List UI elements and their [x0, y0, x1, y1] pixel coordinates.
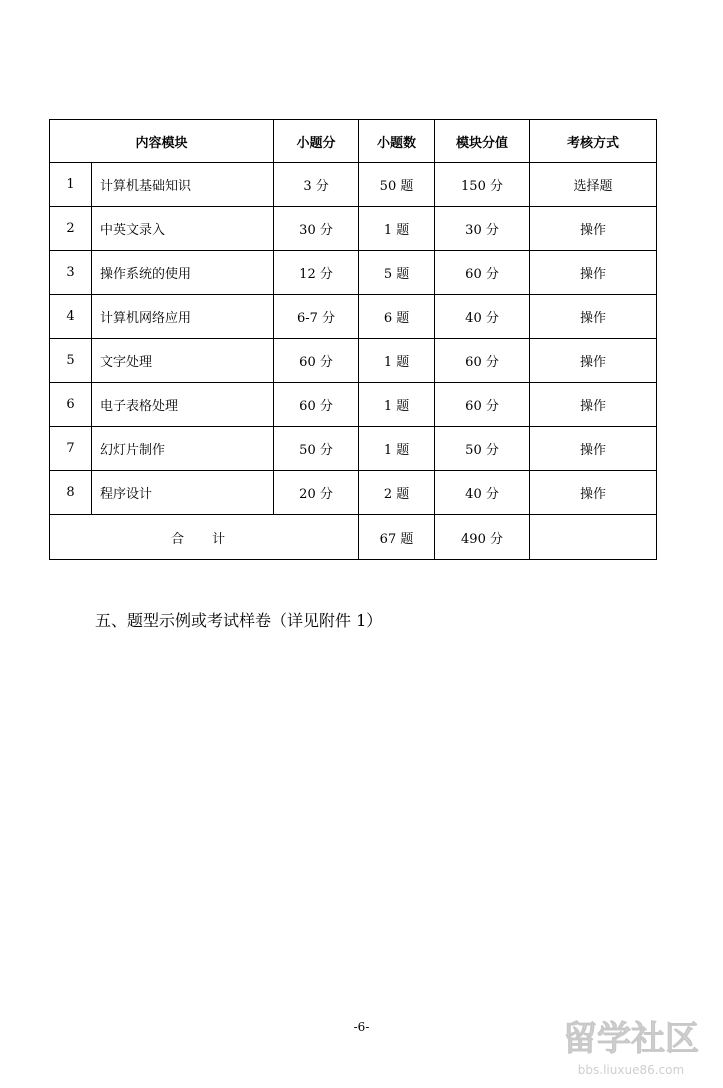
row-item-score: 50 分 [274, 427, 359, 471]
row-item-count: 1 题 [359, 339, 435, 383]
row-module-score: 40 分 [435, 295, 530, 339]
row-assessment: 操作 [530, 295, 657, 339]
row-assessment: 操作 [530, 471, 657, 515]
row-item-count: 5 题 [359, 251, 435, 295]
table-row [50, 383, 657, 427]
row-assessment: 选择题 [530, 163, 657, 207]
row-item-count: 50 题 [359, 163, 435, 207]
row-number: 5 [50, 339, 92, 383]
row-assessment: 操作 [530, 427, 657, 471]
table-row [50, 163, 657, 207]
header-module-score: 模块分值 [435, 120, 530, 163]
row-assessment: 操作 [530, 339, 657, 383]
table-row [50, 339, 657, 383]
row-item-score: 20 分 [274, 471, 359, 515]
row-item-count: 1 题 [359, 207, 435, 251]
page-number: -6- [353, 1020, 370, 1034]
section-heading: 五、题型示例或考试样卷（详见附件 1） [95, 611, 383, 630]
row-module-name: 程序设计 [92, 471, 274, 515]
row-assessment: 操作 [530, 207, 657, 251]
row-item-count: 2 题 [359, 471, 435, 515]
row-number: 7 [50, 427, 92, 471]
row-assessment: 操作 [530, 251, 657, 295]
row-item-count: 1 题 [359, 427, 435, 471]
row-number: 6 [50, 383, 92, 427]
row-item-score: 6-7 分 [274, 295, 359, 339]
row-module-name: 操作系统的使用 [92, 251, 274, 295]
row-item-score: 60 分 [274, 339, 359, 383]
watermark-text: 留学社区 [563, 1019, 699, 1059]
row-module-name: 计算机基础知识 [92, 163, 274, 207]
table-row [50, 427, 657, 471]
table-total-row [50, 515, 657, 560]
row-module-score: 40 分 [435, 471, 530, 515]
row-module-name: 幻灯片制作 [92, 427, 274, 471]
row-number: 8 [50, 471, 92, 515]
row-module-score: 50 分 [435, 427, 530, 471]
row-module-score: 150 分 [435, 163, 530, 207]
row-module-name: 电子表格处理 [92, 383, 274, 427]
watermark-logo [551, 1010, 711, 1082]
row-number: 4 [50, 295, 92, 339]
row-module-score: 30 分 [435, 207, 530, 251]
row-module-score: 60 分 [435, 339, 530, 383]
table-row [50, 207, 657, 251]
row-number: 2 [50, 207, 92, 251]
total-label: 合 计 [50, 515, 359, 560]
row-number: 1 [50, 163, 92, 207]
header-module: 内容模块 [50, 120, 274, 163]
row-item-score: 60 分 [274, 383, 359, 427]
table-row [50, 295, 657, 339]
row-assessment: 操作 [530, 383, 657, 427]
total-item-count: 67 题 [359, 515, 435, 560]
row-item-count: 1 题 [359, 383, 435, 427]
watermark-url: bbs.liuxue86.com [577, 1063, 685, 1077]
table-row [50, 251, 657, 295]
header-assessment: 考核方式 [530, 120, 657, 163]
row-module-name: 中英文录入 [92, 207, 274, 251]
total-module-score: 490 分 [435, 515, 530, 560]
table-header-row [50, 120, 657, 163]
row-module-score: 60 分 [435, 383, 530, 427]
total-assessment [530, 515, 657, 560]
table-row [50, 471, 657, 515]
row-item-count: 6 题 [359, 295, 435, 339]
row-number: 3 [50, 251, 92, 295]
row-module-score: 60 分 [435, 251, 530, 295]
row-module-name: 文字处理 [92, 339, 274, 383]
row-module-name: 计算机网络应用 [92, 295, 274, 339]
header-item-score: 小题分 [274, 120, 359, 163]
row-item-score: 3 分 [274, 163, 359, 207]
score-table [49, 119, 657, 560]
header-item-count: 小题数 [359, 120, 435, 163]
row-item-score: 12 分 [274, 251, 359, 295]
row-item-score: 30 分 [274, 207, 359, 251]
